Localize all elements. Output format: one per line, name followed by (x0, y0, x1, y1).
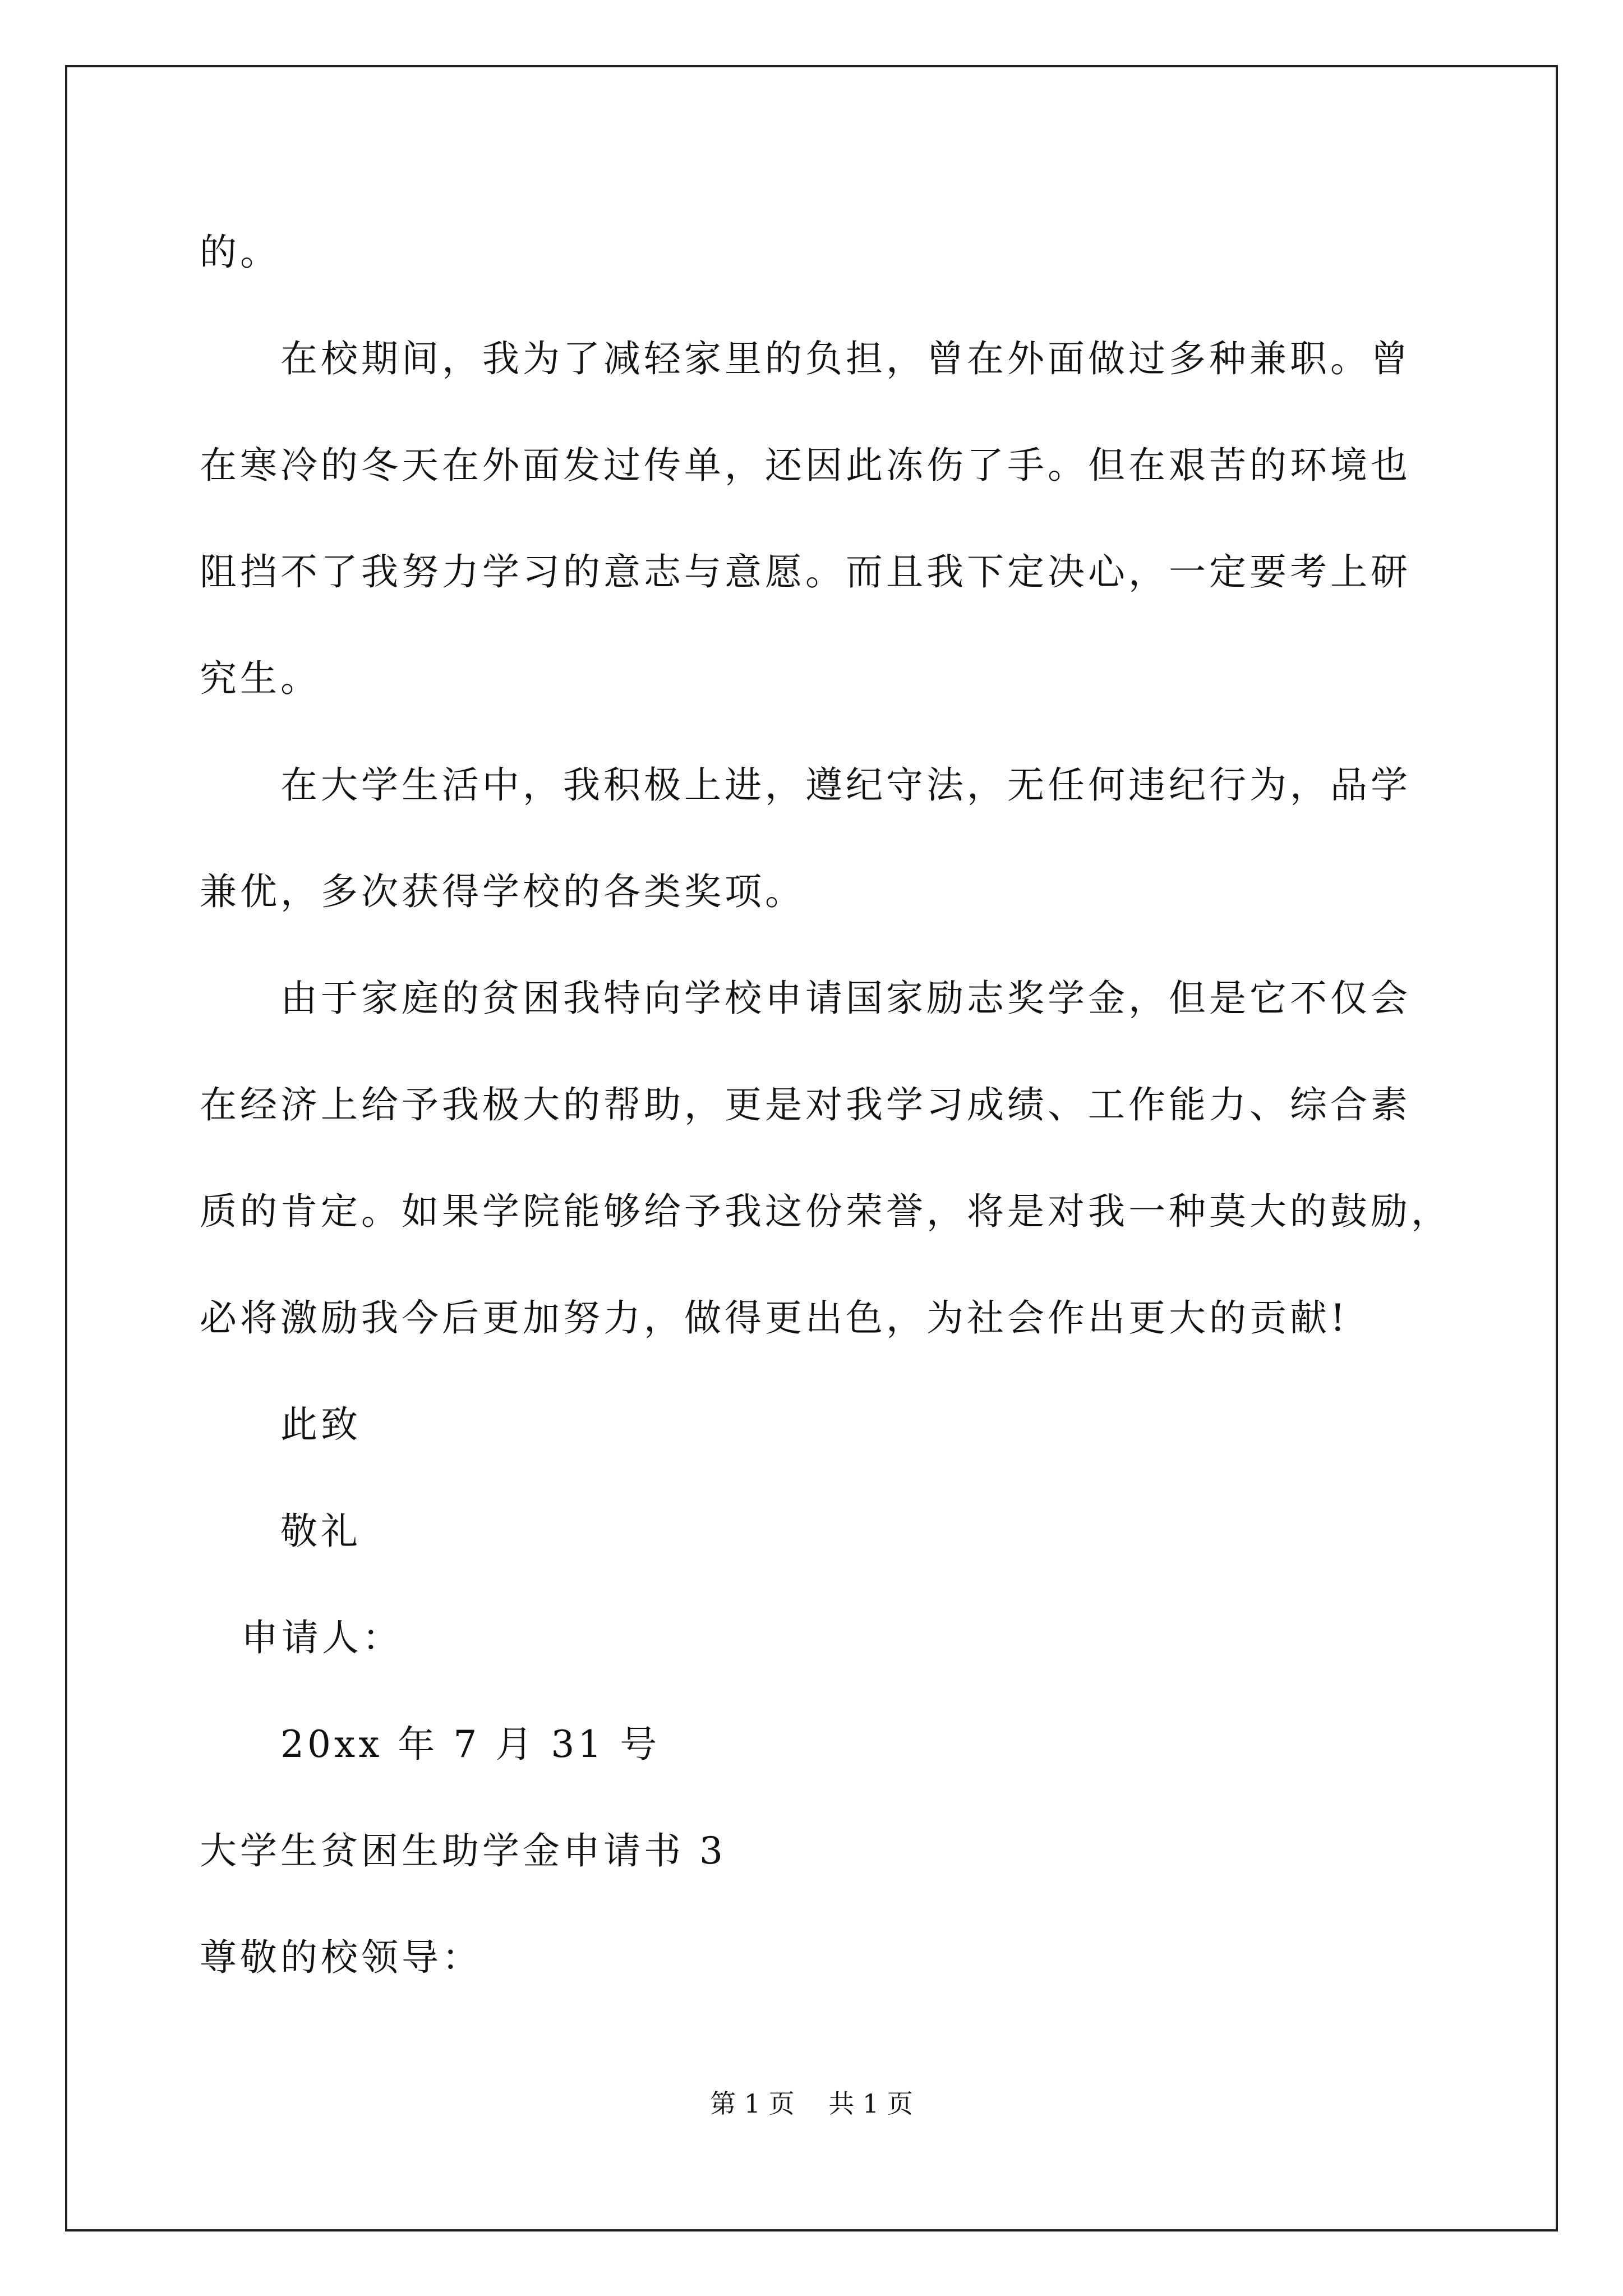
paragraph-line: 在经济上给予我极大的帮助，更是对我学习成绩、工作能力、综合素 (200, 1083, 1411, 1126)
paragraph-line: 在大学生活中，我积极上进，遵纪守法，无任何违纪行为，品学 (280, 763, 1411, 807)
paragraph-line: 兼优，多次获得学校的各类奖项。 (200, 870, 805, 913)
closing-regards: 敬礼 (280, 1510, 361, 1553)
applicant-label: 申请人： (241, 1616, 403, 1659)
closing-salutation: 此致 (280, 1403, 361, 1446)
paragraph-line: 质的肯定。如果学院能够给予我这份荣誉，将是对我一种莫大的鼓励， (200, 1190, 1451, 1233)
page-footer: 第 1 页 共 1 页 (710, 2088, 913, 2119)
paragraph-line: 由于家庭的贫困我特向学校申请国家励志奖学金，但是它不仅会 (280, 977, 1411, 1020)
paragraph-line: 阻挡不了我努力学习的意志与意愿。而且我下定决心，一定要考上研 (200, 550, 1411, 593)
paragraph-line: 在寒冷的冬天在外面发过传单，还因此冻伤了手。但在艰苦的环境也 (200, 444, 1411, 487)
paragraph-line: 必将激励我今后更加努力，做得更出色，为社会作出更大的贡献! (200, 1296, 1349, 1340)
page-border (65, 65, 1558, 2231)
greeting-line: 尊敬的校领导： (200, 1936, 482, 1979)
paragraph-line: 在校期间，我为了减轻家里的负担，曾在外面做过多种兼职。曾 (280, 337, 1411, 380)
date-line: 20xx 年 7 月 31 号 (280, 1723, 661, 1766)
section-title: 大学生贫困生助学金申请书 3 (200, 1829, 726, 1872)
text-line: 的。 (200, 231, 280, 274)
paragraph-line: 究生。 (200, 657, 321, 700)
